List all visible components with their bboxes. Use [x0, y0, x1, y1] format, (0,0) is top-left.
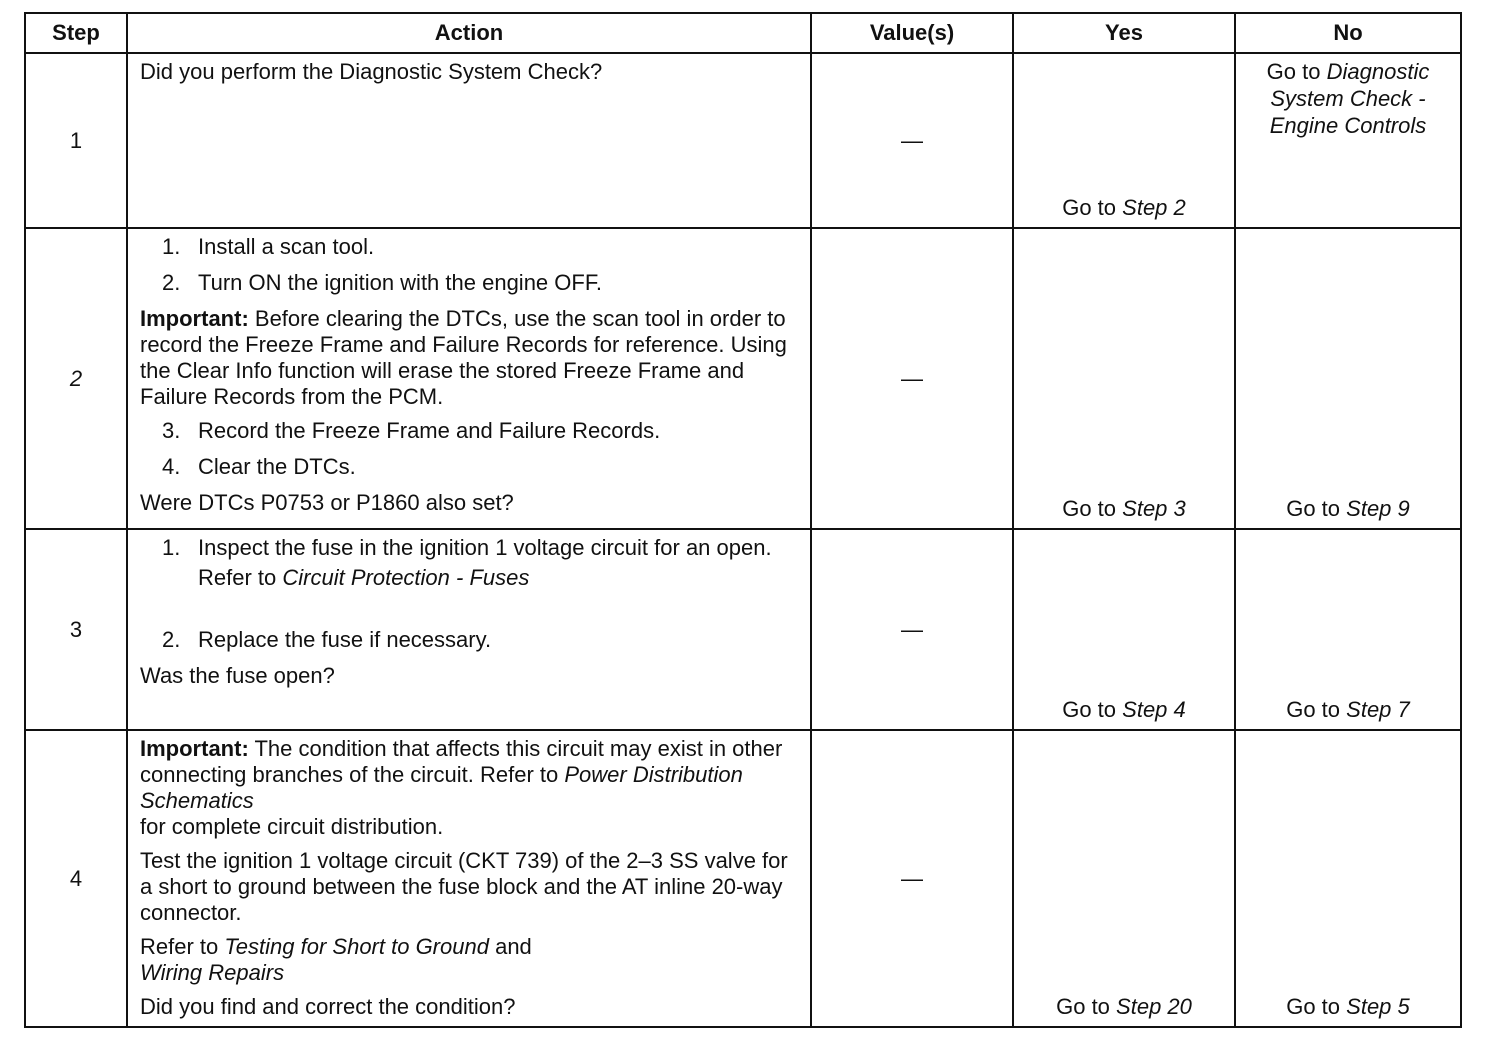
table-row [25, 730, 1461, 1027]
action-cell [127, 228, 811, 529]
yes-cell [1013, 53, 1235, 228]
action-question: Did you perform the Diagnostic System Check? [140, 59, 603, 84]
refer-link[interactable]: Testing for Short to Ground [224, 934, 489, 959]
step-number: 4 [25, 730, 127, 1027]
yes-target: Step 3 [1122, 496, 1186, 521]
list-item: 1. Install a scan tool. [162, 234, 375, 259]
action-cell [127, 529, 811, 730]
table-row [25, 53, 1461, 228]
step-number: 2 [25, 228, 127, 529]
test-instruction: Test the ignition 1 voltage circuit (CKT 739) of the 2–3 SS valve for a short to ground between the fuse block and the AT inline 20-way connector. [140, 848, 788, 925]
yes-cell [1013, 730, 1235, 1027]
no-cell [1235, 529, 1461, 730]
value-cell [811, 53, 1013, 228]
list-item: 2. Replace the fuse if necessary. [162, 627, 492, 652]
refer-link[interactable]: Circuit Protection - Fuses [282, 565, 530, 590]
value-dash: — [901, 365, 923, 391]
value-cell [811, 730, 1013, 1027]
yes-goto[interactable]: Go to Step 4 [1062, 697, 1186, 722]
value-cell [811, 228, 1013, 529]
no-cell [1235, 730, 1461, 1027]
action-question: Did you find and correct the condition? [140, 994, 516, 1019]
list-item: 3. Record the Freeze Frame and Failure Records. [162, 418, 661, 443]
list-item: 4. Clear the DTCs. [162, 454, 356, 479]
important-note: Important: The condition that affects this circuit may exist in other connecting branches of the circuit. Refer to Power Distribution Schematics for complete circuit distribution. [140, 736, 783, 839]
header-yes: Yes [1013, 13, 1235, 53]
yes-target: Step 2 [1122, 195, 1186, 220]
no-target: Step 7 [1346, 697, 1410, 722]
no-goto[interactable]: Go to Step 9 [1286, 496, 1410, 521]
no-target: Step 5 [1346, 994, 1410, 1019]
no-cell [1235, 53, 1461, 228]
value-dash: — [901, 127, 923, 153]
yes-target: Step 4 [1122, 697, 1186, 722]
header-values: Value(s) [811, 13, 1013, 53]
refer-link[interactable]: Wiring Repairs [140, 960, 285, 985]
diagnostic-table [24, 12, 1462, 1028]
value-dash: — [901, 865, 923, 891]
refer-note: Refer to Circuit Protection - Fuses [198, 565, 530, 590]
yes-goto[interactable]: Go to Step 20 [1056, 994, 1192, 1019]
action-cell [127, 53, 811, 228]
yes-cell [1013, 228, 1235, 529]
header-row [25, 13, 1461, 53]
yes-cell [1013, 529, 1235, 730]
no-target: Step 9 [1346, 496, 1410, 521]
header-step: Step [25, 13, 127, 53]
list-item: 1. Inspect the fuse in the ignition 1 voltage circuit for an open. [162, 535, 772, 560]
yes-goto[interactable]: Go to Step 2 [1062, 195, 1186, 220]
value-dash: — [901, 616, 923, 642]
action-question: Were DTCs P0753 or P1860 also set? [140, 490, 514, 515]
action-question: Was the fuse open? [140, 663, 335, 688]
step-number: 1 [25, 53, 127, 228]
header-action: Action [127, 13, 811, 53]
no-target: Diagnostic System Check - Engine Controls [1269, 59, 1430, 138]
value-cell [811, 529, 1013, 730]
table-row [25, 529, 1461, 730]
refer-link[interactable]: Power Distribution Schematics [140, 762, 743, 813]
table-row [25, 228, 1461, 529]
header-no: No [1235, 13, 1461, 53]
no-goto[interactable]: Go to Step 5 [1286, 994, 1410, 1019]
no-goto[interactable]: Go to Step 7 [1286, 697, 1410, 722]
important-note: Important: Before clearing the DTCs, use the scan tool in order to record the Freeze Frame and Failure Records for reference. Using the Clear Info function will erase the stored Freeze Frame and Failure Records from the PCM. [140, 306, 787, 409]
action-cell [127, 730, 811, 1027]
yes-target: Step 20 [1116, 994, 1192, 1019]
no-goto[interactable]: Go to Diagnostic System Check - Engine Controls [1266, 59, 1430, 138]
step-number: 3 [25, 529, 127, 730]
yes-goto[interactable]: Go to Step 3 [1062, 496, 1186, 521]
refer-note: Refer to Testing for Short to Ground and Wiring Repairs [140, 934, 532, 985]
list-item: 2. Turn ON the ignition with the engine OFF. [162, 270, 602, 295]
no-cell [1235, 228, 1461, 529]
